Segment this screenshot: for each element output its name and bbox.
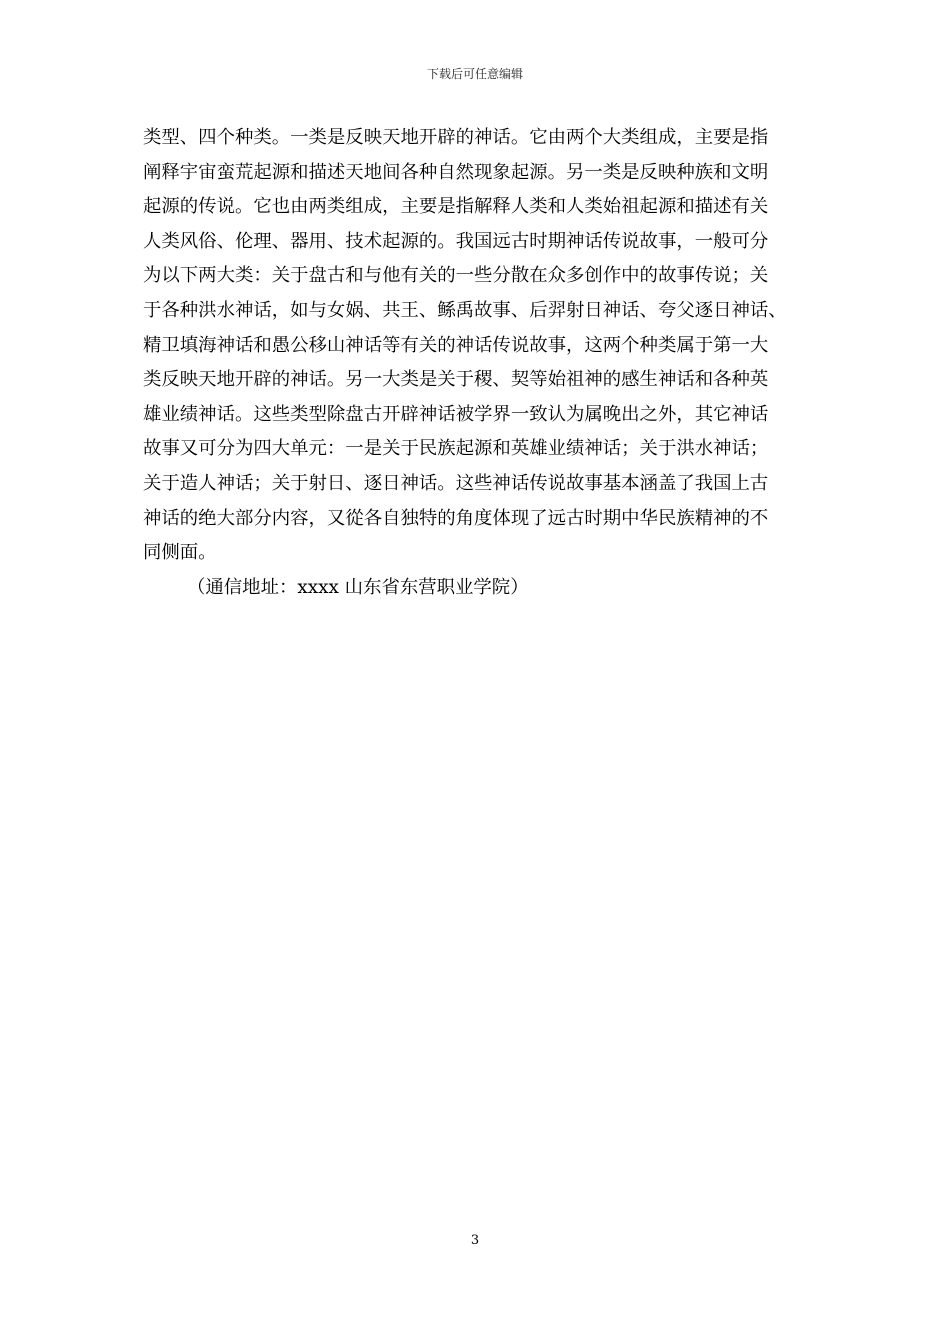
body-line: 神话的绝大部分内容，又從各自独特的角度体现了远古时期中华民族精神的不 <box>143 507 769 529</box>
body-line: 类反映天地开辟的神话。另一大类是关于稷、契等始祖神的感生神话和各种英 <box>143 369 769 391</box>
body-line: 关于造人神话；关于射日、逐日神话。这些神话传说故事基本涵盖了我国上古 <box>143 472 769 494</box>
body-text <box>143 121 807 605</box>
body-line: 精卫填海神话和愚公移山神话等有关的神话传说故事，这两个种类属于第一大 <box>143 334 769 356</box>
body-line: 故事又可分为四大单元：一是关于民族起源和英雄业绩神话；关于洪水神话； <box>143 438 769 460</box>
body-line: 同侧面。 <box>143 542 217 564</box>
page-number: 3 <box>470 1233 480 1248</box>
page-header-note: 下载后可任意编辑 <box>426 67 523 81</box>
body-line: 雄业绩神话。这些类型除盘古开辟神话被学界一致认为属晚出之外，其它神话 <box>143 403 769 425</box>
body-line: 阐释宇宙蛮荒起源和描述天地间各种自然现象起源。另一类是反映种族和文明 <box>143 161 769 183</box>
body-line: 为以下两大类：关于盘古和与他有关的一些分散在众多创作中的故事传说；关 <box>143 265 769 287</box>
body-line: 类型、四个种类。一类是反映天地开辟的神话。它由两个大类组成，主要是指 <box>143 127 769 148</box>
body-line: 人类风俗、伦理、器用、技术起源的。我国远古时期神话传说故事，一般可分 <box>143 230 769 252</box>
correspondence-address: （通信地址：xxxx 山东省东营职业学院） <box>187 576 529 598</box>
body-line: 于各种洪水神话，如与女娲、共王、鲧禹故事、后羿射日神话、夸父逐日神话、 <box>143 299 787 321</box>
body-line: 起源的传说。它也由两类组成，主要是指解释人类和人类始祖起源和描述有关 <box>143 196 769 218</box>
